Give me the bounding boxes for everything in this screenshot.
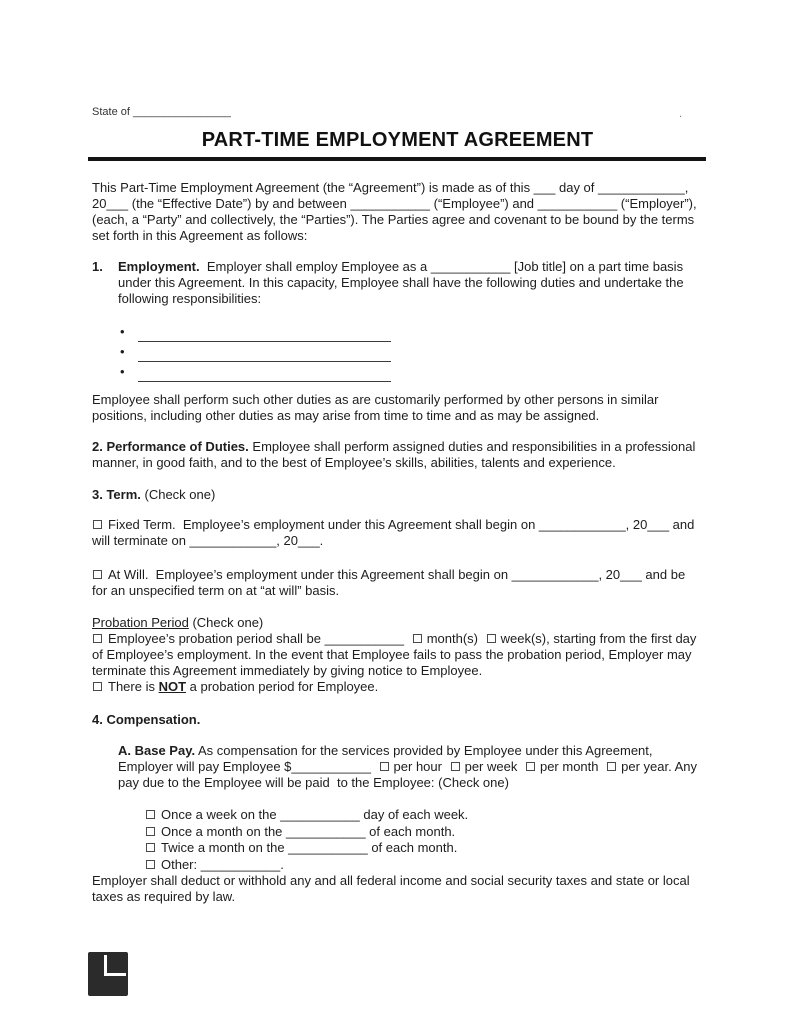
pay-option-monthly: [145, 824, 703, 841]
corner-mark: .: [679, 108, 683, 120]
at-will-checkbox[interactable]: [93, 570, 102, 579]
bullet-icon: •: [120, 344, 125, 359]
months-checkbox[interactable]: [413, 634, 422, 643]
per-month-checkbox[interactable]: [526, 762, 535, 771]
per-hour-label: per hour: [393, 759, 446, 774]
per-month-label: per month: [539, 759, 603, 774]
fixed-term-option: [92, 517, 703, 549]
pay-option-other: [145, 857, 703, 874]
pay-option-other-label: Other: ___________.: [161, 856, 284, 872]
base-pay-text-1: As compensation for the services provided by Employee under this Agreement, Employer will pay Employee $___________: [118, 743, 653, 774]
probation-heading: [92, 615, 703, 631]
twice-monthly-checkbox[interactable]: [146, 843, 155, 852]
logo-l-horizontal: [104, 973, 126, 976]
state-of-line: State of ________________: [92, 106, 231, 118]
pay-option-twice-monthly-label: Twice a month on the ___________ of each month.: [161, 840, 458, 855]
no-probation-checkbox[interactable]: [93, 682, 102, 691]
pay-option-monthly-label: Once a month on the ___________ of each month.: [161, 823, 456, 839]
base-pay-paragraph: [118, 743, 703, 791]
probation-heading-note: (Check one): [188, 615, 264, 630]
section-1-closing-paragraph: Employee shall perform such other duties as are customarily performed by other persons in similar positions, including other duties as may arise from time to time and as may be assigned.: [92, 392, 659, 423]
per-year-label: per year. Any pay due to the Employee will be paid to the Employee: (Check one): [118, 759, 698, 790]
legal-templates-logo-icon: [88, 952, 128, 996]
fixed-term-text: Fixed Term. Employee’s employment under this Agreement shall begin on ____________, 20___ and will terminate on ____________, 20___.: [92, 517, 695, 548]
section-3-heading-text: 3. Term.: [92, 487, 141, 502]
section-3-term-heading: [92, 487, 703, 503]
section-4-compensation-heading: 4. Compensation.: [92, 712, 201, 727]
weeks-checkbox[interactable]: [487, 634, 496, 643]
per-year-checkbox[interactable]: [607, 762, 616, 771]
per-hour-checkbox[interactable]: [380, 762, 389, 771]
payment-schedule-options: [145, 807, 703, 873]
probation-option-1: [92, 631, 703, 679]
section-1-body: Employer shall employ Employee as a ___________ [Job title] on a part time basis under this Agreement. In this capacity, Employee shall have the following duties and undertake the following responsibilities:: [118, 259, 684, 306]
probation-heading-text: Probation Period: [92, 615, 189, 630]
per-week-label: per week: [464, 759, 521, 774]
responsibility-blank-row: [120, 342, 703, 362]
section-2-body: Employee shall perform assigned duties and responsibilities in a professional manner, in good faith, and to the best of Employee’s skills, abilities, talents and experience.: [92, 439, 696, 470]
responsibility-blank-line[interactable]: [138, 368, 391, 382]
weekly-checkbox[interactable]: [146, 810, 155, 819]
intro-paragraph: This Part-Time Employment Agreement (the “Agreement”) is made as of this ___ day of ____________, 20___ (the “Effective Date”) by and between ___________ (“Employee”) and ___________ (“Employer”), (each, a “Party” and collectively, the “Parties”). The Parties agree and covenant to be bound by the terms set forth in this Agreement as follows:: [92, 180, 697, 243]
responsibilities-list: [92, 322, 703, 382]
probation-option-2: [92, 679, 703, 695]
monthly-checkbox[interactable]: [146, 827, 155, 836]
title-divider: [88, 157, 706, 161]
responsibility-blank-row: [120, 362, 703, 382]
per-week-checkbox[interactable]: [451, 762, 460, 771]
bullet-icon: •: [120, 364, 125, 379]
months-label: month(s): [426, 631, 482, 646]
base-pay-label: A. Base Pay.: [118, 743, 196, 758]
other-checkbox[interactable]: [146, 860, 155, 869]
pay-option-weekly: [145, 807, 703, 824]
probation-option-1-text: Employee’s probation period shall be ___________: [108, 631, 408, 646]
tax-withholding-paragraph: Employer shall deduct or withhold any and all federal income and social security taxes and state or local taxes as required by law.: [92, 873, 690, 904]
fixed-term-checkbox[interactable]: [93, 520, 102, 529]
section-3-heading-note: (Check one): [140, 487, 216, 502]
no-probation-text-2: a probation period for Employee.: [186, 679, 379, 694]
probation-period-checkbox[interactable]: [93, 634, 102, 643]
pay-option-twice-monthly: [145, 840, 703, 857]
no-probation-text-1: There is: [108, 679, 159, 694]
responsibility-blank-row: [120, 322, 703, 342]
section-1-heading: Employment.: [118, 259, 200, 274]
section-2-performance: [92, 439, 703, 471]
responsibility-blank-line[interactable]: [138, 328, 391, 342]
pay-option-weekly-label: Once a week on the ___________ day of each week.: [161, 807, 469, 822]
probation-option-1-rest: week(s), starting from the first day of Employee’s employment. In the event that Employee fails to pass the probation period, Employer may terminate this Agreement immediately by giving notice to Employee.: [92, 631, 697, 678]
section-1-employment: [92, 259, 703, 307]
at-will-option: [92, 567, 703, 599]
responsibility-blank-line[interactable]: [138, 348, 391, 362]
document-title: PART-TIME EMPLOYMENT AGREEMENT: [201, 129, 594, 151]
section-2-heading: 2. Performance of Duties.: [92, 439, 249, 454]
bullet-icon: •: [120, 324, 125, 339]
section-1-number: 1.: [92, 259, 103, 274]
at-will-text: At Will. Employee’s employment under this Agreement shall begin on ____________, 20___ and be for an unspecified term on at “at will” basis.: [92, 567, 686, 598]
not-emphasis: NOT: [158, 679, 187, 694]
